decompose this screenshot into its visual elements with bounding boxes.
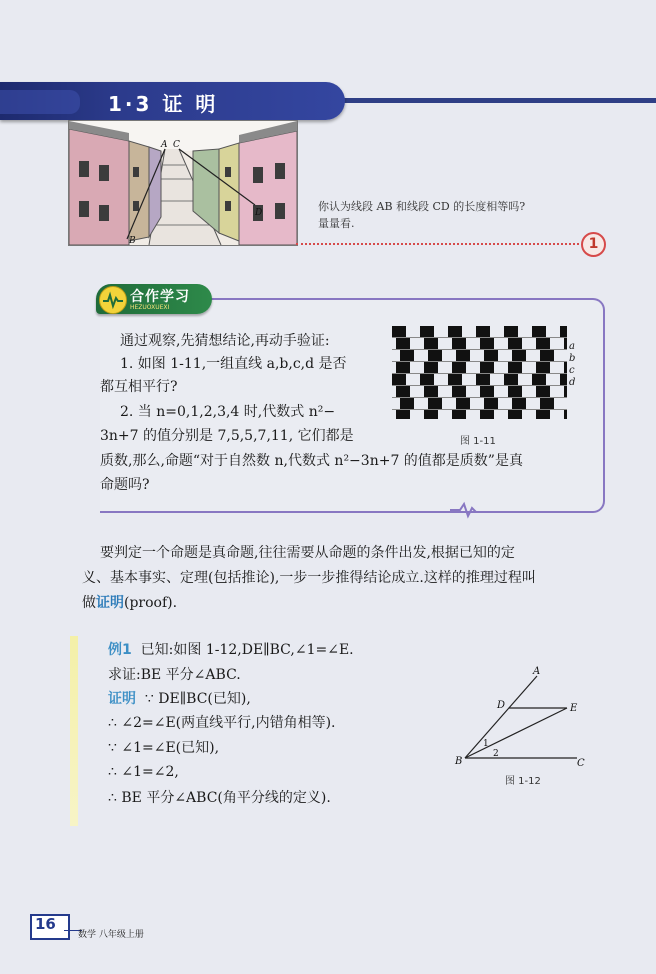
illusion-tile xyxy=(424,338,438,349)
page-number: 16 xyxy=(35,915,56,933)
illusion-tile xyxy=(400,350,414,361)
illusion-tile xyxy=(456,350,470,361)
illusion-tile xyxy=(476,374,490,385)
section-title: 1·3 证 明 xyxy=(108,92,219,116)
question-line-2: 量量看. xyxy=(318,217,355,230)
label-b: B xyxy=(455,756,463,767)
box-break-squiggle xyxy=(450,500,490,520)
body-line-2: 义、基本事实、定理(包括推论),一步一步推得结论成立.这样的推理过程叫 xyxy=(82,570,536,586)
illusion-tile xyxy=(484,398,498,409)
coop-q1-line2: 都互相平行? xyxy=(100,379,178,395)
illusion-tile xyxy=(400,398,414,409)
illusion-tile xyxy=(512,350,526,361)
illusion-tile xyxy=(504,326,518,337)
proof-step-2: ∴ ∠2=∠E(两直线平行,内错角相等). xyxy=(108,715,336,731)
illusion-tile xyxy=(392,326,406,337)
cafe-wall-illusion-figure xyxy=(392,326,567,419)
angle-label-1: 1 xyxy=(483,739,489,749)
label-c: C xyxy=(577,758,585,769)
illusion-tile xyxy=(448,326,462,337)
illusion-tile xyxy=(424,386,438,397)
example-given: 已知:如图 1-12,DE∥BC,∠1=∠E. xyxy=(140,642,354,658)
illusion-tile xyxy=(424,362,438,373)
term-proof: 证明 xyxy=(96,595,124,611)
angle-label-2: 2 xyxy=(493,749,499,759)
example-prove: 求证:BE 平分∠ABC. xyxy=(108,667,241,683)
line-label-c: c xyxy=(569,365,575,376)
line-be xyxy=(465,708,567,758)
label-c: C xyxy=(173,140,180,150)
body-line-3-pre: 做 xyxy=(82,595,96,611)
illusion-tile xyxy=(396,338,410,349)
illusion-tile xyxy=(512,398,526,409)
street-perspective-illustration xyxy=(68,120,298,246)
proof-step-1-line xyxy=(108,689,251,709)
illusion-tile xyxy=(392,374,406,385)
label-e: E xyxy=(570,703,578,714)
example-given-line xyxy=(108,640,354,660)
proof-step-3: ∵ ∠1=∠E(已知), xyxy=(108,740,220,756)
illusion-tile xyxy=(452,338,466,349)
illusion-tile xyxy=(452,386,466,397)
coop-q2-line1: 2. 当 n=0,1,2,3,4 时,代数式 n²− xyxy=(120,404,336,420)
illusion-tile xyxy=(428,350,442,361)
illusion-line-labels xyxy=(569,341,575,389)
question-line-1: 你认为线段 AB 和线段 CD 的长度相等吗? xyxy=(318,200,526,213)
illusion-tile xyxy=(480,386,494,397)
illusion-tile xyxy=(476,326,490,337)
body-line-3 xyxy=(82,592,602,615)
proof-step-1: ∵ DE∥BC(已知), xyxy=(144,691,251,707)
illusion-tile xyxy=(536,410,550,419)
illusion-tile xyxy=(508,338,522,349)
illusion-tile xyxy=(396,386,410,397)
line-label-d: d xyxy=(569,377,576,388)
illusion-tile xyxy=(504,374,518,385)
coop-q2-line3: 质数,那么,命题“对于自然数 n,代数式 n²−3n+7 的值都是质数”是真 xyxy=(100,453,523,469)
line-label-a: a xyxy=(569,341,575,352)
illusion-tile xyxy=(424,410,438,419)
body-line-3-post: (proof). xyxy=(124,595,178,611)
label-d: D xyxy=(497,700,506,711)
illusion-tile xyxy=(508,362,522,373)
illusion-tile xyxy=(396,410,410,419)
illusion-tile xyxy=(480,410,494,419)
example-label: 例1 xyxy=(108,642,132,658)
illusion-tile xyxy=(508,410,522,419)
question-number-badge: 1 xyxy=(581,232,606,257)
line-ba xyxy=(465,676,537,758)
illusion-tile xyxy=(540,398,554,409)
illusion-tile xyxy=(448,374,462,385)
illusion-tile xyxy=(456,398,470,409)
pulse-icon xyxy=(99,286,127,314)
header-rule xyxy=(340,98,656,103)
label-a: A xyxy=(161,140,168,150)
illusion-tile xyxy=(428,398,442,409)
figure-caption-1-11: 图 1-11 xyxy=(460,436,496,447)
illusion-tile xyxy=(480,338,494,349)
illusion-tile xyxy=(560,326,567,337)
line-label-b: b xyxy=(569,353,576,364)
figure-caption-1-12: 图 1-12 xyxy=(505,776,541,787)
dotted-divider xyxy=(296,243,579,245)
illusion-tile xyxy=(536,362,550,373)
illusion-tile xyxy=(564,362,567,373)
illusion-tile xyxy=(452,410,466,419)
illusion-tile xyxy=(532,374,546,385)
coop-title: 合作学习 xyxy=(130,289,190,305)
illusion-tile xyxy=(564,386,567,397)
question-text xyxy=(318,198,598,232)
proof-step-5: ∴ BE 平分∠ABC(角平分线的定义). xyxy=(108,790,331,806)
header-decoration xyxy=(0,90,80,114)
coop-q1-line1: 1. 如图 1-11,一组直线 a,b,c,d 是否 xyxy=(120,356,347,372)
geometry-figure-1-12 xyxy=(445,660,595,772)
illusion-tile xyxy=(536,386,550,397)
coop-q2-line2: 3n+7 的值分别是 7,5,5,7,11, 它们都是 xyxy=(100,428,354,444)
label-a: A xyxy=(533,666,541,677)
illusion-tile xyxy=(396,362,410,373)
illusion-tile xyxy=(564,338,567,349)
illusion-tile xyxy=(532,326,546,337)
body-line-1: 要判定一个命题是真命题,往往需要从命题的条件出发,根据已知的定 xyxy=(100,545,515,561)
illusion-tile xyxy=(564,410,567,419)
label-b: B xyxy=(129,236,136,245)
proof-step-4: ∴ ∠1=∠2, xyxy=(108,764,179,780)
example-side-bar xyxy=(70,636,78,826)
illusion-tile xyxy=(420,326,434,337)
illusion-tile xyxy=(508,386,522,397)
illusion-tile xyxy=(484,350,498,361)
proof-label: 证明 xyxy=(108,691,136,707)
label-d: D xyxy=(255,208,263,218)
coop-subtitle: HEZUOXUEXI xyxy=(130,304,170,311)
illusion-tile xyxy=(536,338,550,349)
illusion-tile xyxy=(420,374,434,385)
footer-book-title: 数学 八年级上册 xyxy=(78,930,144,940)
coop-intro: 通过观察,先猜想结论,再动手验证: xyxy=(120,333,330,349)
illusion-tile xyxy=(480,362,494,373)
illusion-tile xyxy=(540,350,554,361)
coop-q2-line4: 命题吗? xyxy=(100,477,150,493)
illusion-tile xyxy=(560,374,567,385)
illusion-tile xyxy=(452,362,466,373)
